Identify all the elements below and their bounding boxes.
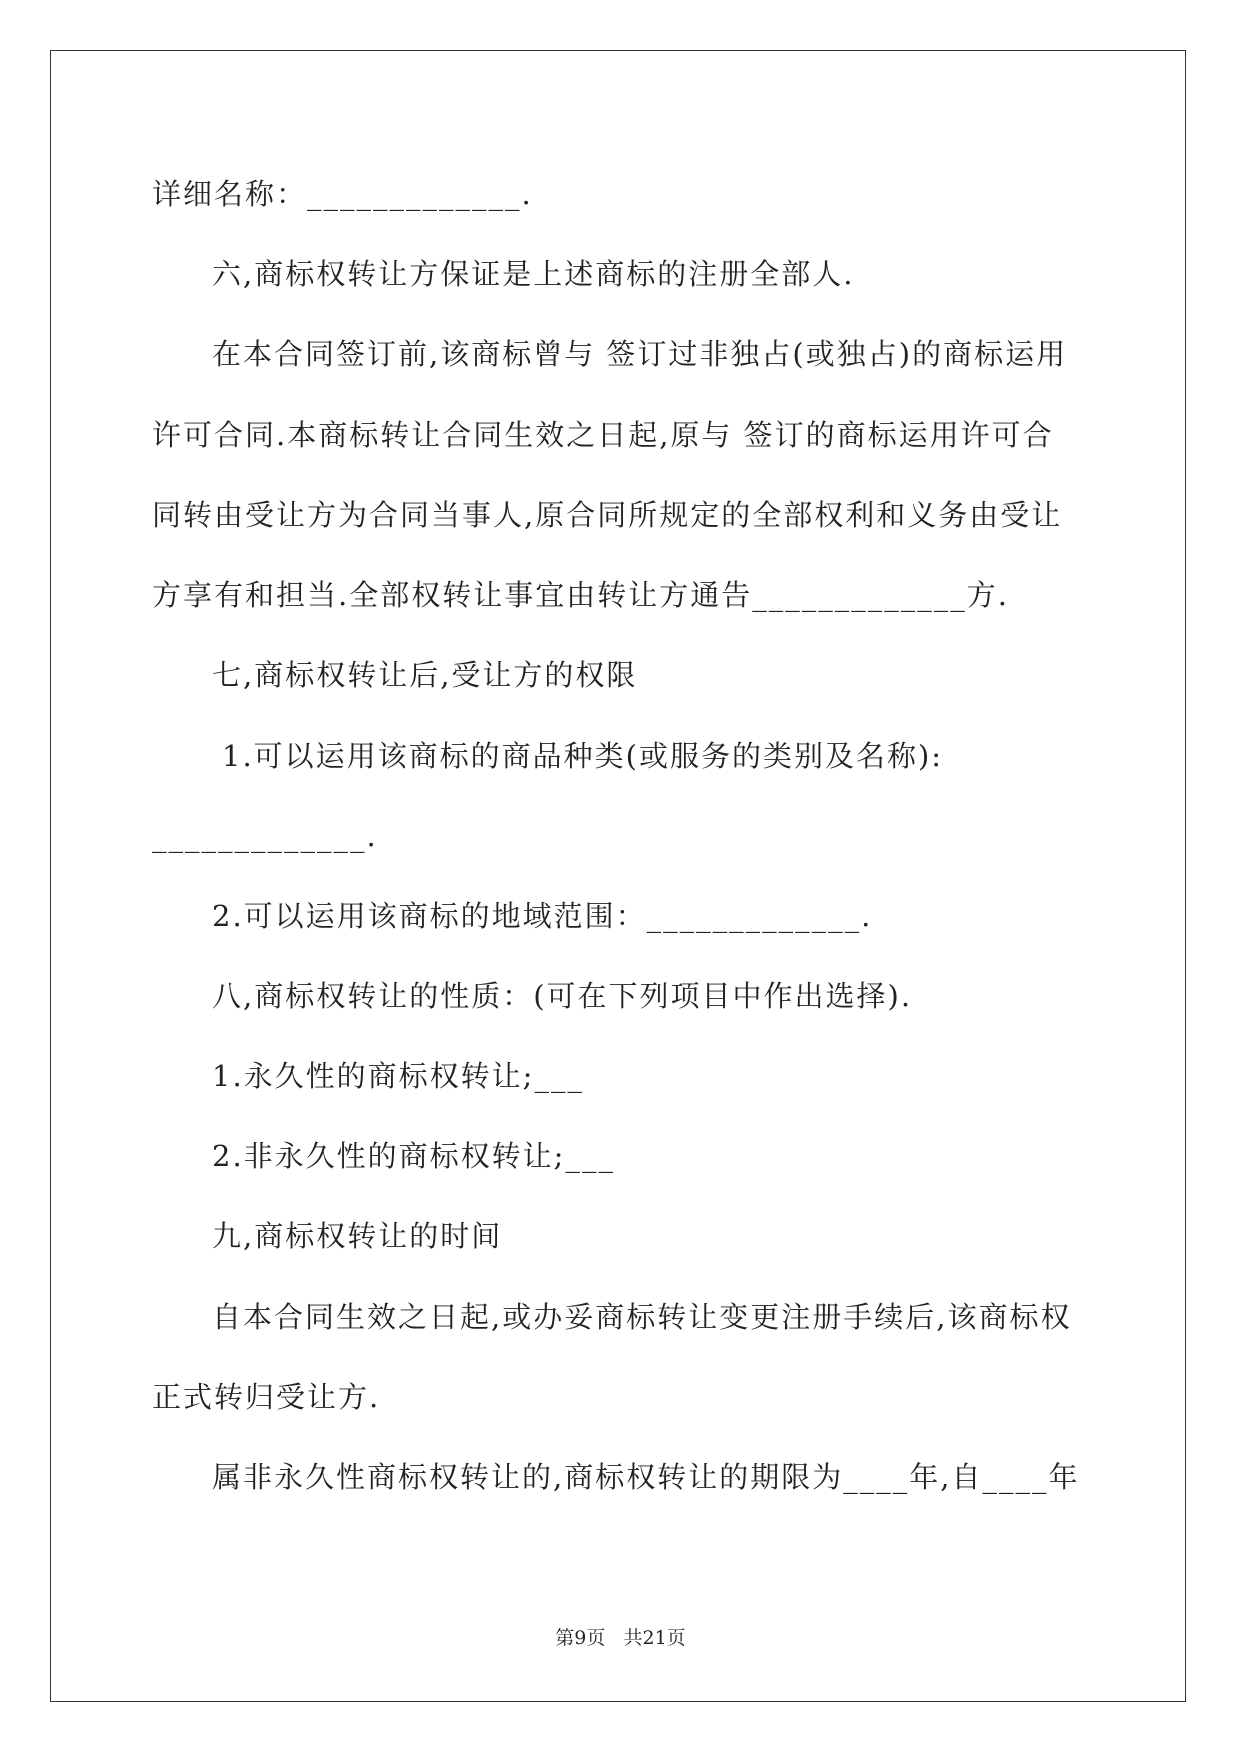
section-6-paragraph-line-4: 方享有和担当.全部权转让事宜由转让方通告_____________方. bbox=[152, 578, 1009, 612]
section-9-heading: 九,商标权转让的时间 bbox=[212, 1219, 503, 1253]
section-6-heading: 六,商标权转让方保证是上述商标的注册全部人. bbox=[212, 257, 855, 291]
section-7-item-1: 1.可以运用该商标的商品种类(或服务的类别及名称): bbox=[222, 739, 944, 773]
section-7-heading: 七,商标权转让后,受让方的权限 bbox=[212, 658, 638, 692]
section-6-paragraph-line-2: 许可合同.本商标转让合同生效之日起,原与 签订的商标运用许可合 bbox=[152, 418, 1054, 452]
page-number-footer: 第9页 共21页 bbox=[555, 1627, 686, 1649]
detail-name-line: 详细名称：_____________. bbox=[152, 177, 533, 211]
section-6-paragraph-line-3: 同转由受让方为合同当事人,原合同所规定的全部权利和义务由受让 bbox=[152, 498, 1063, 532]
page-border bbox=[50, 50, 1186, 1702]
section-8-option-2: 2.非永久性的商标权转让;___ bbox=[212, 1139, 615, 1173]
section-8-option-1: 1.永久性的商标权转让;___ bbox=[212, 1059, 584, 1093]
section-8-heading: 八,商标权转让的性质：(可在下列项目中作出选择). bbox=[212, 979, 913, 1013]
section-7-item-1-blank: _____________. bbox=[152, 819, 378, 853]
section-9-paragraph-line-1: 自本合同生效之日起,或办妥商标转让变更注册手续后,该商标权 bbox=[212, 1300, 1072, 1334]
section-9-paragraph-line-2: 正式转归受让方. bbox=[152, 1380, 381, 1414]
section-6-paragraph-line-1: 在本合同签订前,该商标曾与 签订过非独占(或独占)的商标运用 bbox=[212, 337, 1068, 371]
section-7-item-2: 2.可以运用该商标的地域范围：_____________. bbox=[212, 899, 873, 933]
section-9-term-line: 属非永久性商标权转让的,商标权转让的期限为____年,自____年 bbox=[212, 1460, 1080, 1494]
